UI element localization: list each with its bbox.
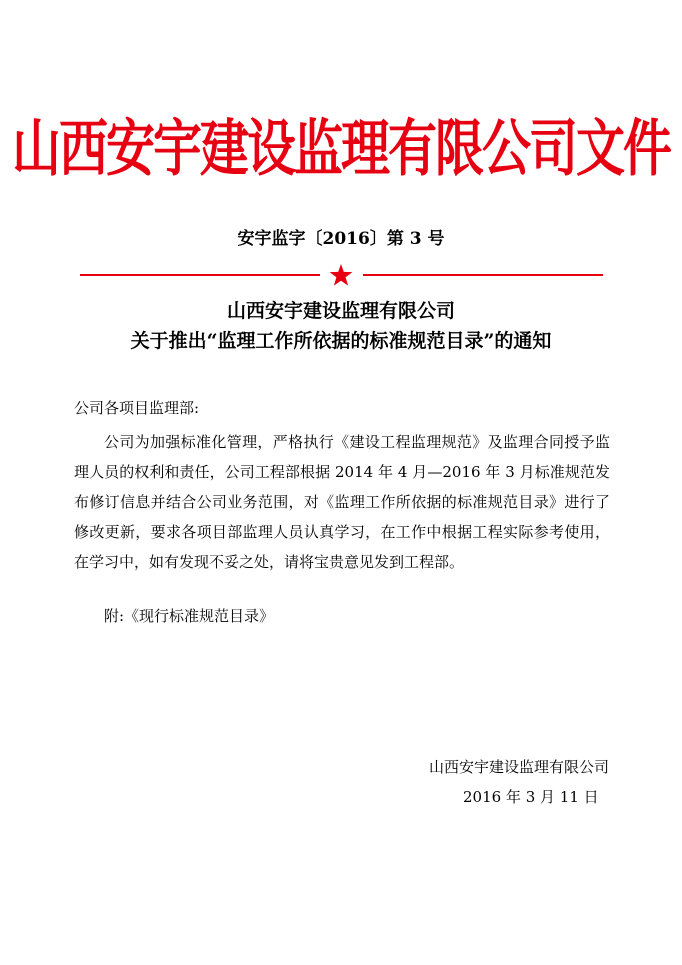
divider-line-right (363, 274, 603, 276)
signature-date: 2016 年 3 月 11 日 (463, 788, 599, 806)
notice-subject: 关于推出“监理工作所依据的标准规范目录”的通知 (130, 330, 552, 352)
salutation: 公司各项目监理部: (74, 399, 200, 417)
attachment-line: 附:《现行标准规范目录》 (104, 607, 275, 625)
star-icon (329, 264, 353, 286)
signature-org: 山西安宇建设监理有限公司 (428, 758, 609, 776)
header-divider (80, 264, 603, 286)
document-number: 安宇监字〔2016〕第 3 号 (237, 229, 445, 249)
notice-issuer: 山西安宇建设监理有限公司 (226, 300, 455, 322)
divider-line-left (80, 274, 320, 276)
notice-body: 公司为加强标准化管理，严格执行《建设工程监理规范》及监理合同授予监理人员的权利和责任，公司工程部根据 2014 年 4 月—2016 年 3 月标准规范发布修订信息并结合公司业务范围，对《监理工作所依据的标准规范目录》进行了修改更新，要求各项目部监理人员认真学习，在工作中根据工程实际参考使用，在学习中，如有发现不妥之处，请将宝贵意见发到工程部。 (74, 433, 610, 571)
document-header-title: 山西安宇建设监理有限公司文件 (11, 111, 670, 185)
